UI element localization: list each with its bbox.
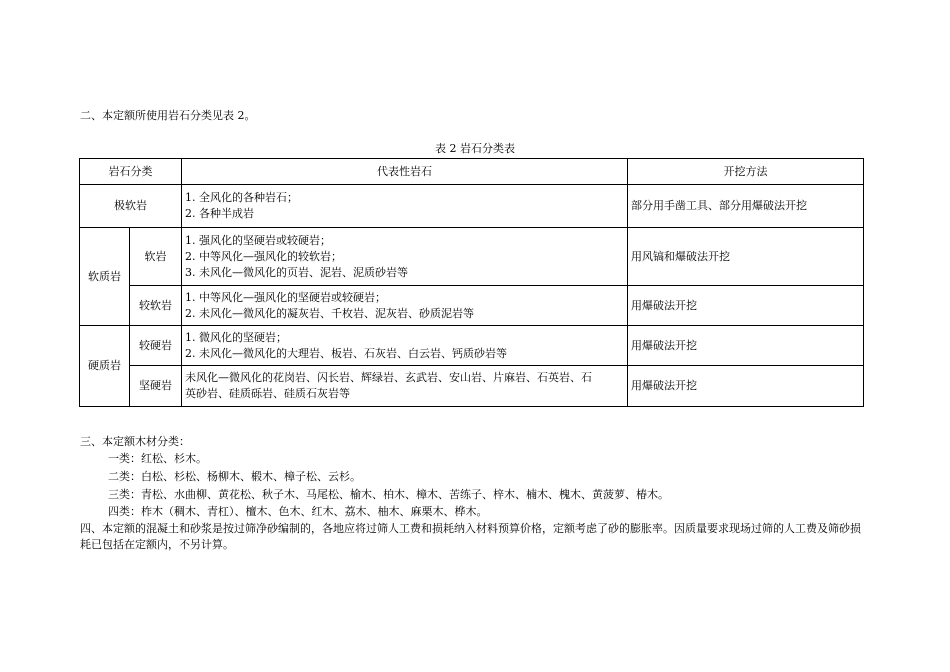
- rock-line: 2. 中等风化—强风化的较软岩；: [185, 249, 342, 263]
- rock-line: 1. 强风化的坚硬岩或较硬岩；: [185, 233, 331, 247]
- rock-line: 英砂岩、硅质砾岩、硅质石灰岩等: [185, 387, 350, 400]
- rocks-cell: [182, 326, 628, 366]
- table-row: [80, 185, 864, 228]
- method-cell: 用爆破法开挖: [628, 326, 864, 366]
- rock-line: 2. 未风化—微风化的大理岩、板岩、石灰岩、白云岩、钙质砂岩等: [185, 346, 507, 360]
- rock-line: 3. 未风化—微风化的页岩、泥岩、泥质砂岩等: [185, 265, 408, 279]
- header-representative-rocks: 代表性岩石: [182, 159, 628, 185]
- subclass-cell: 较硬岩: [130, 326, 182, 366]
- wood-class-3: 三类：青松、水曲柳、黄花松、秋子木、马尾松、榆木、柏木、樟木、苦练子、梓木、楠木、槐木、黄菠萝、椿木。: [108, 488, 669, 501]
- wood-class-1: 一类：红松、杉木。: [108, 452, 207, 465]
- method-cell: 用爆破法开挖: [628, 286, 864, 326]
- header-rock-class: 岩石分类: [80, 159, 182, 185]
- section-2-text: 二、本定额所使用岩石分类见表 2。: [80, 109, 256, 122]
- rocks-cell: [182, 286, 628, 326]
- group-extremely-soft-rock: 极软岩: [80, 185, 182, 228]
- method-cell: 用风镐和爆破法开挖: [628, 228, 864, 286]
- rocks-cell: [182, 185, 628, 228]
- table-row: [80, 228, 864, 286]
- group-soft-rock: 软质岩: [80, 228, 130, 326]
- rock-line: 未风化—微风化的花岗岩、闪长岩、辉绿岩、玄武岩、安山岩、片麻岩、石英岩、石: [185, 371, 592, 384]
- group-hard-rock: 硬质岩: [80, 326, 130, 407]
- header-excavation-method: 开挖方法: [628, 159, 864, 185]
- table-header-row: [80, 159, 864, 185]
- rock-line: 2. 各种半成岩: [185, 207, 254, 220]
- section-3-title: 三、本定额木材分类：: [80, 435, 190, 448]
- wood-class-2: 二类：白松、杉松、杨柳木、椴木、樟子松、云杉。: [108, 470, 361, 483]
- method-cell: 部分用手凿工具、部分用爆破法开挖: [628, 185, 864, 228]
- subclass-cell: 坚硬岩: [130, 366, 182, 407]
- table-row: [80, 326, 864, 366]
- rocks-cell: [182, 228, 628, 286]
- wood-class-4: 四类：柞木（稠木、青杠）、檀木、色木、红木、荔木、柚木、麻栗木、桦木。: [108, 505, 488, 518]
- table-caption: 表 2 岩石分类表: [435, 142, 515, 155]
- rock-classification-table: [79, 158, 864, 407]
- subclass-cell: 软岩: [130, 228, 182, 286]
- subclass-cell: 较软岩: [130, 286, 182, 326]
- rock-line: 2. 未风化—微风化的凝灰岩、千枚岩、泥灰岩、砂质泥岩等: [185, 306, 474, 320]
- rock-line: 1. 全风化的各种岩石；: [185, 191, 298, 204]
- table-row: [80, 286, 864, 326]
- section-4-text: 四、本定额的混凝土和砂浆是按过筛净砂编制的，各地应将过筛人工费和损耗纳入材料预算价格，定额考虑了砂的膨胀率。因质量要求现场过筛的人工费及筛砂损耗已包括在定额内，不另计算。: [80, 522, 861, 551]
- table-row: [80, 366, 864, 407]
- method-cell: 用爆破法开挖: [628, 366, 864, 407]
- rocks-cell: [182, 366, 628, 407]
- rock-line: 1. 微风化的坚硬岩；: [185, 330, 287, 344]
- rock-line: 1. 中等风化—强风化的坚硬岩或较硬岩；: [185, 290, 386, 304]
